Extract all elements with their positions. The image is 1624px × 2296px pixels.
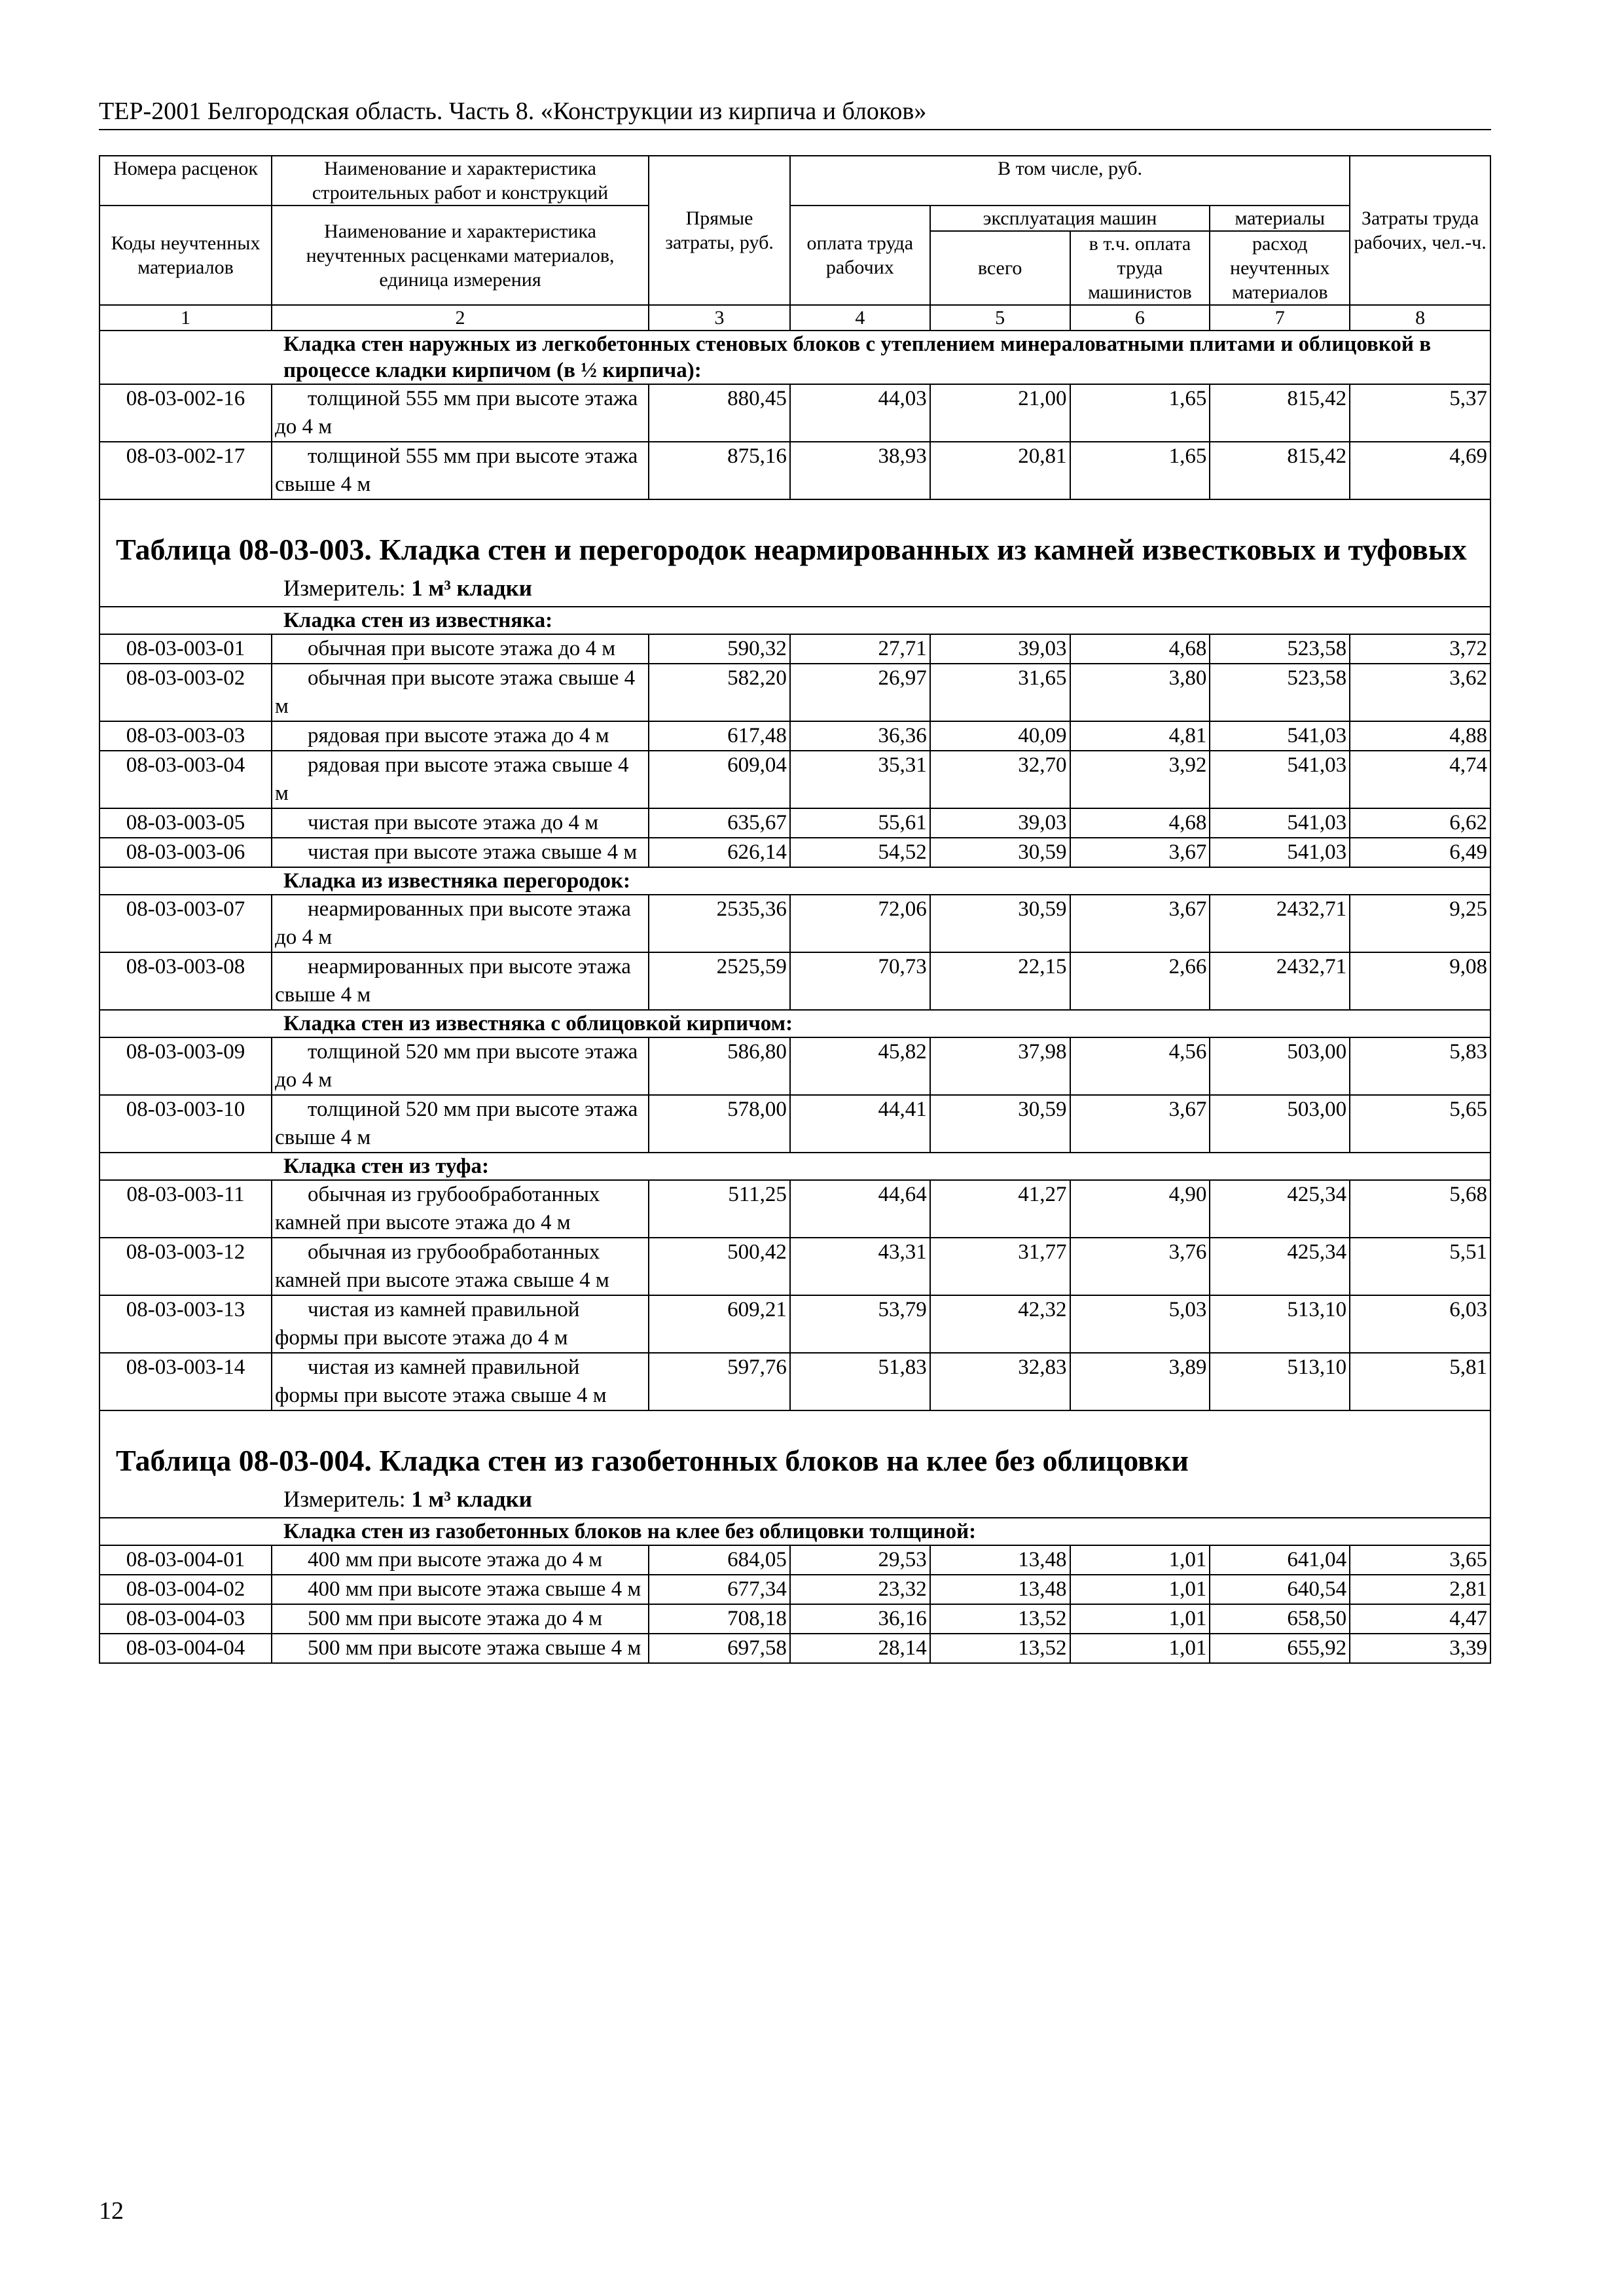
value-labor: 38,93 [790,442,930,499]
value-mat: 541,03 [1210,751,1350,808]
rate-name: неармированных при высоте этажа до 4 м [272,895,649,952]
table-row [99,1095,1490,1153]
value-mat: 513,10 [1210,1353,1350,1410]
value-hours: 3,39 [1350,1634,1490,1663]
value-labor: 27,71 [790,634,930,664]
rate-code: 08-03-002-16 [99,384,272,442]
rate-name: рядовая при высоте этажа свыше 4 м [272,751,649,808]
table-row [99,442,1490,499]
table-row [99,384,1490,442]
value-machlab: 4,56 [1070,1037,1210,1095]
value-machlab: 4,68 [1070,808,1210,838]
value-machlab: 5,03 [1070,1295,1210,1353]
th-labor-hours: Затраты труда рабочих, чел.-ч. [1350,156,1490,305]
value-mach: 39,03 [930,808,1070,838]
running-header: ТЕР-2001 Белгородская область. Часть 8. «Конструкции из кирпича и блоков» [99,98,927,125]
rate-name: 500 мм при высоте этажа свыше 4 м [272,1634,649,1663]
value-machlab: 3,76 [1070,1238,1210,1295]
value-mach: 31,65 [930,664,1070,721]
table-row [99,952,1490,1010]
value-hours: 5,68 [1350,1180,1490,1238]
value-machlab: 1,01 [1070,1545,1210,1575]
value-direct: 578,00 [649,1095,790,1153]
value-machlab: 3,67 [1070,895,1210,952]
value-mat: 513,10 [1210,1295,1350,1353]
value-labor: 70,73 [790,952,930,1010]
rate-code: 08-03-003-12 [99,1238,272,1295]
value-mach: 30,59 [930,838,1070,867]
rate-name: 400 мм при высоте этажа до 4 м [272,1545,649,1575]
th-machinist-pay: в т.ч. оплата труда машинистов [1070,231,1210,305]
value-mat: 425,34 [1210,1180,1350,1238]
value-labor: 29,53 [790,1545,930,1575]
value-mach: 40,09 [930,721,1070,751]
rate-code: 08-03-003-13 [99,1295,272,1353]
table-row [99,1634,1490,1663]
value-mat: 541,03 [1210,838,1350,867]
th-material-codes: Коды неучтенных материалов [99,206,272,305]
subsection-row [99,867,1490,895]
value-hours: 5,51 [1350,1238,1490,1295]
value-hours: 6,49 [1350,838,1490,867]
value-mach: 30,59 [930,895,1070,952]
subsection-row [99,331,1490,384]
value-machlab: 1,01 [1070,1575,1210,1604]
rate-code: 08-03-004-01 [99,1545,272,1575]
value-direct: 635,67 [649,808,790,838]
value-direct: 597,76 [649,1353,790,1410]
value-direct: 875,16 [649,442,790,499]
value-direct: 511,25 [649,1180,790,1238]
subsection-title: Кладка стен из туфа: [99,1153,1490,1180]
value-direct: 500,42 [649,1238,790,1295]
rate-name: чистая при высоте этажа до 4 м [272,808,649,838]
value-mach: 32,83 [930,1353,1070,1410]
table-row [99,808,1490,838]
value-labor: 26,97 [790,664,930,721]
value-hours: 6,62 [1350,808,1490,838]
value-direct: 880,45 [649,384,790,442]
value-hours: 4,69 [1350,442,1490,499]
value-mach: 42,32 [930,1295,1070,1353]
rate-code: 08-03-003-11 [99,1180,272,1238]
rate-code: 08-03-003-04 [99,751,272,808]
value-hours: 3,65 [1350,1545,1490,1575]
subsection-title: Кладка стен из известняка с облицовкой кирпичом: [99,1010,1490,1037]
value-labor: 35,31 [790,751,930,808]
section-spacer [99,499,1490,607]
rate-name: толщиной 555 мм при высоте этажа свыше 4 м [272,442,649,499]
value-direct: 590,32 [649,634,790,664]
table-title-block [99,499,1490,607]
value-labor: 44,64 [790,1180,930,1238]
value-machlab: 1,01 [1070,1634,1210,1663]
measure-label: Измеритель: [283,575,406,601]
section-spacer [99,1410,1490,1518]
value-mat: 523,58 [1210,664,1350,721]
value-hours: 9,08 [1350,952,1490,1010]
value-machlab: 1,65 [1070,384,1210,442]
value-machlab: 2,66 [1070,952,1210,1010]
th-machines-total: всего [930,231,1070,305]
rate-name: толщиной 520 мм при высоте этажа до 4 м [272,1037,649,1095]
rate-code: 08-03-003-10 [99,1095,272,1153]
rate-code: 08-03-003-06 [99,838,272,867]
table-body [99,331,1490,1663]
value-mat: 425,34 [1210,1238,1350,1295]
value-labor: 54,52 [790,838,930,867]
value-direct: 586,80 [649,1037,790,1095]
rate-name: обычная из грубообработанных камней при высоте этажа до 4 м [272,1180,649,1238]
th-labor-pay: оплата труда рабочих [790,206,930,305]
value-mach: 13,52 [930,1604,1070,1634]
rates-table [99,155,1491,1664]
th-unaccounted-materials: расход неучтенных материалов [1210,231,1350,305]
col-number: 5 [930,305,1070,331]
rate-name: чистая из камней правильной формы при высоте этажа до 4 м [272,1295,649,1353]
table-row [99,1037,1490,1095]
col-number: 6 [1070,305,1210,331]
value-direct: 626,14 [649,838,790,867]
value-machlab: 3,67 [1070,838,1210,867]
value-mach: 13,48 [930,1575,1070,1604]
col-number: 7 [1210,305,1350,331]
th-materials: материалы [1210,206,1350,231]
value-mach: 13,52 [930,1634,1070,1663]
value-direct: 582,20 [649,664,790,721]
rate-name: толщиной 555 мм при высоте этажа до 4 м [272,384,649,442]
value-hours: 6,03 [1350,1295,1490,1353]
value-direct: 677,34 [649,1575,790,1604]
th-machines: эксплуатация машин [930,206,1210,231]
value-hours: 5,37 [1350,384,1490,442]
th-including: В том числе, руб. [790,156,1350,206]
table-row [99,751,1490,808]
value-machlab: 1,01 [1070,1604,1210,1634]
value-mach: 13,48 [930,1545,1070,1575]
value-mach: 32,70 [930,751,1070,808]
value-labor: 44,41 [790,1095,930,1153]
value-hours: 2,81 [1350,1575,1490,1604]
rate-name: 500 мм при высоте этажа до 4 м [272,1604,649,1634]
rate-name: обычная из грубообработанных камней при высоте этажа свыше 4 м [272,1238,649,1295]
rate-code: 08-03-002-17 [99,442,272,499]
rate-code: 08-03-003-05 [99,808,272,838]
value-machlab: 4,68 [1070,634,1210,664]
measure-value: 1 м³ кладки [411,575,532,601]
value-mat: 815,42 [1210,442,1350,499]
rate-name: неармированных при высоте этажа свыше 4 м [272,952,649,1010]
table-row [99,1295,1490,1353]
rate-name: толщиной 520 мм при высоте этажа свыше 4 м [272,1095,649,1153]
table-row [99,1545,1490,1575]
rate-code: 08-03-003-08 [99,952,272,1010]
table-row [99,1604,1490,1634]
value-machlab: 3,67 [1070,1095,1210,1153]
col-number: 4 [790,305,930,331]
value-hours: 4,88 [1350,721,1490,751]
col-number: 8 [1350,305,1490,331]
table-row [99,1238,1490,1295]
rate-name: чистая из камней правильной формы при высоте этажа свыше 4 м [272,1353,649,1410]
measure-unit [116,575,1474,602]
value-mat: 503,00 [1210,1037,1350,1095]
value-direct: 609,21 [649,1295,790,1353]
value-direct: 2525,59 [649,952,790,1010]
th-material-name: Наименование и характеристика неучтенных расценками материалов, единица измерения [272,206,649,305]
value-direct: 697,58 [649,1634,790,1663]
subsection-title: Кладка стен из газобетонных блоков на клее без облицовки толщиной: [99,1518,1490,1545]
table-title: Таблица 08-03-003. Кладка стен и перегородок неармированных из камней известковых и туфовых [116,533,1467,566]
table-header [99,156,1490,331]
value-mat: 541,03 [1210,721,1350,751]
value-labor: 55,61 [790,808,930,838]
value-mach: 41,27 [930,1180,1070,1238]
value-mach: 20,81 [930,442,1070,499]
rate-code: 08-03-003-03 [99,721,272,751]
table-row [99,664,1490,721]
value-labor: 36,16 [790,1604,930,1634]
value-machlab: 1,65 [1070,442,1210,499]
value-hours: 5,81 [1350,1353,1490,1410]
value-direct: 2535,36 [649,895,790,952]
value-mach: 30,59 [930,1095,1070,1153]
rate-name: обычная при высоте этажа до 4 м [272,634,649,664]
value-hours: 4,47 [1350,1604,1490,1634]
table-row [99,895,1490,952]
value-machlab: 3,92 [1070,751,1210,808]
value-labor: 28,14 [790,1634,930,1663]
measure-label: Измеритель: [283,1486,406,1512]
th-codes: Номера расценок [99,156,272,206]
value-hours: 4,74 [1350,751,1490,808]
subsection-row [99,1010,1490,1037]
rate-code: 08-03-004-02 [99,1575,272,1604]
table-row [99,1575,1490,1604]
col-number: 2 [272,305,649,331]
value-mach: 21,00 [930,384,1070,442]
value-mat: 658,50 [1210,1604,1350,1634]
value-labor: 36,36 [790,721,930,751]
subsection-row [99,607,1490,634]
rate-code: 08-03-003-09 [99,1037,272,1095]
value-labor: 23,32 [790,1575,930,1604]
value-mach: 39,03 [930,634,1070,664]
value-direct: 708,18 [649,1604,790,1634]
rate-code: 08-03-003-14 [99,1353,272,1410]
value-direct: 617,48 [649,721,790,751]
rate-code: 08-03-003-07 [99,895,272,952]
value-mat: 503,00 [1210,1095,1350,1153]
th-direct: Прямые затраты, руб. [649,156,790,305]
value-labor: 44,03 [790,384,930,442]
rate-code: 08-03-004-04 [99,1634,272,1663]
th-name: Наименование и характеристика строительных работ и конструкций [272,156,649,206]
rate-code: 08-03-003-02 [99,664,272,721]
page-number: 12 [99,2197,124,2225]
measure-unit [116,1486,1474,1513]
value-hours: 5,83 [1350,1037,1490,1095]
value-mat: 523,58 [1210,634,1350,664]
value-labor: 72,06 [790,895,930,952]
header-rule [99,129,1491,130]
value-mat: 2432,71 [1210,952,1350,1010]
rate-code: 08-03-003-01 [99,634,272,664]
subsection-row [99,1153,1490,1180]
subsection-row [99,1518,1490,1545]
table-title: Таблица 08-03-004. Кладка стен из газобетонных блоков на клее без облицовки [116,1444,1189,1477]
value-labor: 53,79 [790,1295,930,1353]
rate-name: 400 мм при высоте этажа свыше 4 м [272,1575,649,1604]
measure-value: 1 м³ кладки [411,1486,532,1512]
value-direct: 684,05 [649,1545,790,1575]
value-mach: 31,77 [930,1238,1070,1295]
rate-name: чистая при высоте этажа свыше 4 м [272,838,649,867]
value-labor: 45,82 [790,1037,930,1095]
table-row [99,1180,1490,1238]
value-labor: 51,83 [790,1353,930,1410]
subsection-title: Кладка стен из известняка: [99,607,1490,634]
value-hours: 5,65 [1350,1095,1490,1153]
value-machlab: 3,80 [1070,664,1210,721]
rates-table-wrap [99,155,1491,1664]
value-hours: 9,25 [1350,895,1490,952]
value-mach: 37,98 [930,1037,1070,1095]
value-mach: 22,15 [930,952,1070,1010]
col-number: 1 [99,305,272,331]
rate-name: рядовая при высоте этажа до 4 м [272,721,649,751]
value-mat: 541,03 [1210,808,1350,838]
value-machlab: 4,81 [1070,721,1210,751]
value-mat: 641,04 [1210,1545,1350,1575]
value-labor: 43,31 [790,1238,930,1295]
value-mat: 640,54 [1210,1575,1350,1604]
table-row [99,721,1490,751]
rate-code: 08-03-004-03 [99,1604,272,1634]
col-number: 3 [649,305,790,331]
table-row [99,1353,1490,1410]
value-direct: 609,04 [649,751,790,808]
value-hours: 3,62 [1350,664,1490,721]
value-machlab: 4,90 [1070,1180,1210,1238]
value-mat: 815,42 [1210,384,1350,442]
table-row [99,634,1490,664]
value-mat: 2432,71 [1210,895,1350,952]
value-machlab: 3,89 [1070,1353,1210,1410]
subsection-title: Кладка из известняка перегородок: [99,867,1490,895]
subsection-title: Кладка стен наружных из легкобетонных стеновых блоков с утеплением минераловатными плитами и облицовкой в процессе кладки кирпичом (в ½ кирпича): [99,331,1490,384]
table-title-block [99,1410,1490,1518]
table-row [99,838,1490,867]
value-mat: 655,92 [1210,1634,1350,1663]
value-hours: 3,72 [1350,634,1490,664]
rate-name: обычная при высоте этажа свыше 4 м [272,664,649,721]
